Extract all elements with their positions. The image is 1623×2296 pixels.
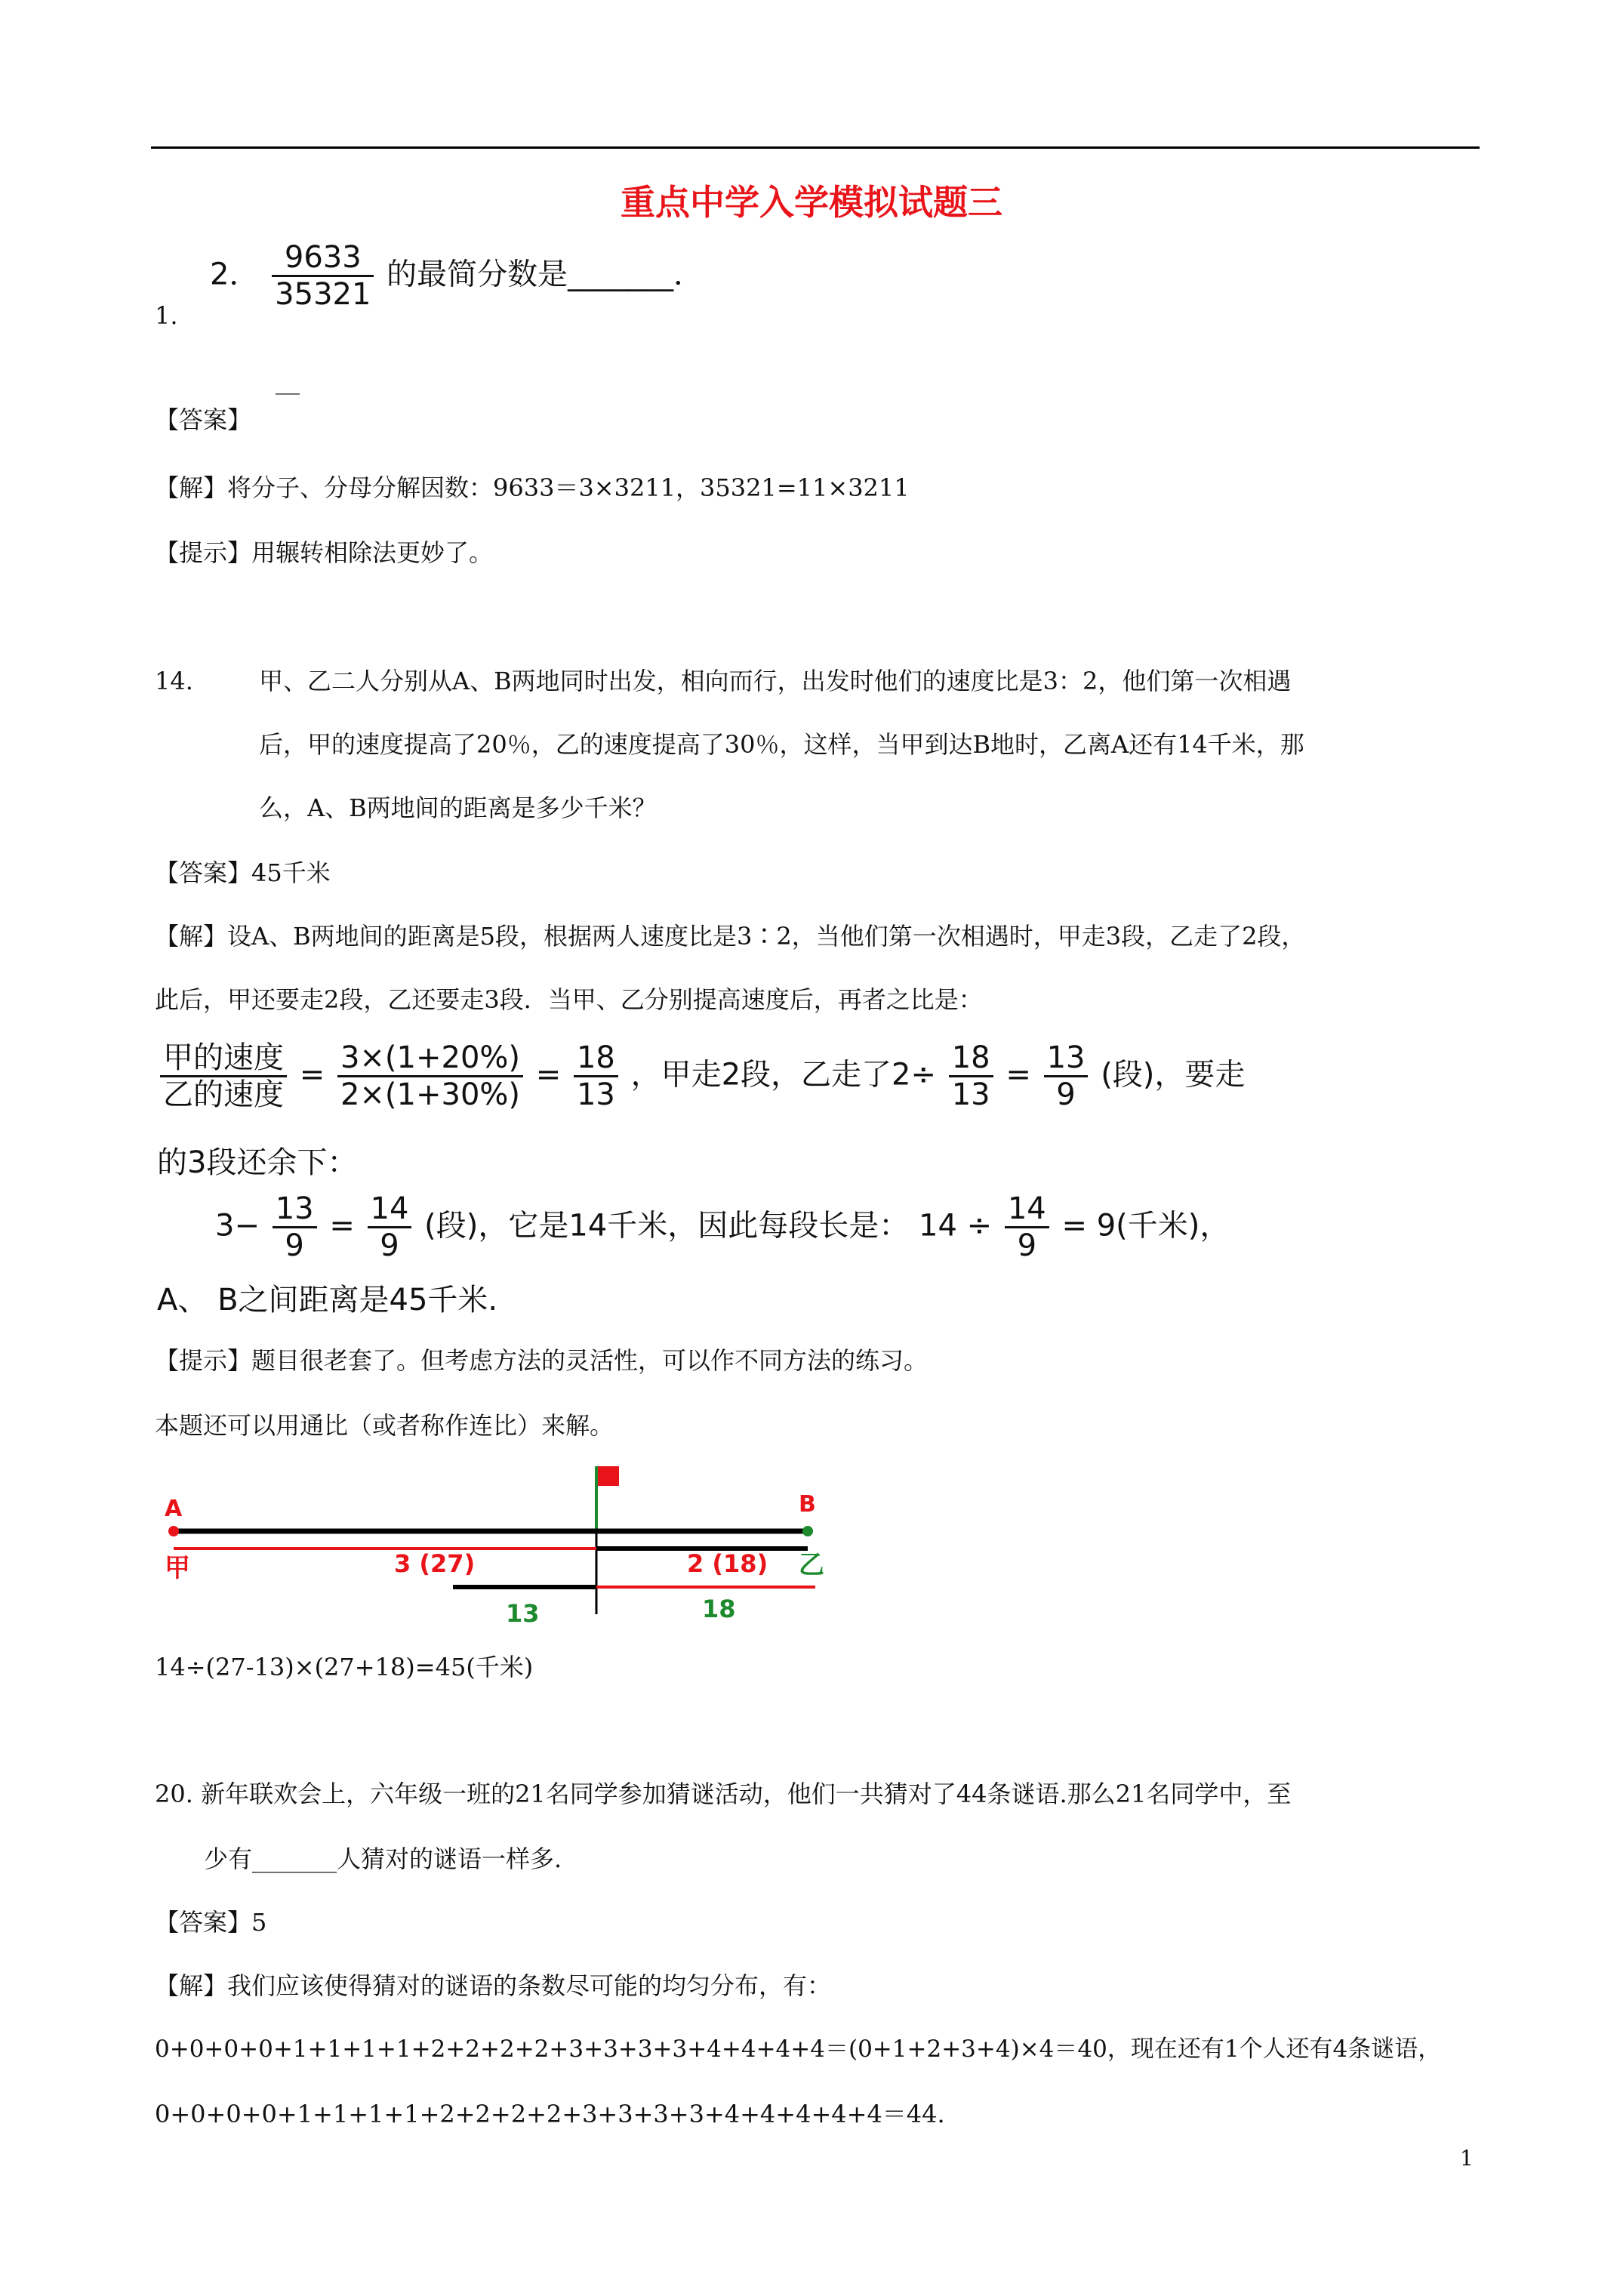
q14-hint: 【提示】题目很老套了。但考虑方法的灵活性，可以作不同方法的练习。 <box>155 1346 929 1375</box>
label-yi-segments: 2 (18) <box>687 1549 768 1578</box>
remaining-denominator-2: 9 <box>380 1228 399 1263</box>
q14-text-line-2: 后，甲的速度提高了20％，乙的速度提高了30％，这样，当甲到达B地时，乙离A还有14千米，那 <box>259 730 1304 759</box>
division-denominator: 13 <box>951 1077 990 1112</box>
equation-1-text-1: ，甲走2段，乙走了2÷ <box>630 1057 936 1093</box>
q1-fraction-numerator: 9633 <box>272 240 374 277</box>
segment-length-numerator: 14 <box>1005 1191 1049 1228</box>
remaining-fraction-2 <box>368 1191 412 1263</box>
division-fraction <box>949 1040 993 1112</box>
q20-calculation-2: 0+0+0+0+1+1+1+1+2+2+2+2+3+3+3+3+4+4+4+4+4＝44. <box>155 2100 945 2128</box>
q14-text-line-3: 么，A、B两地间的距离是多少千米？ <box>259 794 657 822</box>
page-number: 1 <box>1460 2146 1474 2171</box>
segments-fraction <box>1044 1040 1089 1112</box>
q1-image-text: 的最简分数是_______． <box>387 257 704 292</box>
equation-3-text-2: = 9(千米)， <box>1061 1208 1230 1244</box>
distance-diagram <box>151 1450 830 1638</box>
segments-denominator: 9 <box>1056 1077 1076 1112</box>
division-numerator: 18 <box>949 1040 993 1077</box>
equals-sign: = <box>1006 1057 1031 1093</box>
q14-equation-2: 的3段还余下： <box>157 1145 358 1180</box>
remaining-numerator-2: 14 <box>368 1191 412 1228</box>
speed-expression-fraction <box>337 1040 523 1112</box>
point-b-dot <box>802 1526 813 1536</box>
label-jia-segments: 3 (27) <box>394 1549 476 1578</box>
q20-text-line-2: 少有_______人猜对的谜语一样多. <box>204 1845 562 1873</box>
q1-solution: 【解】将分子、分母分解因数：9633＝3×3211，35321=11×3211 <box>155 473 910 502</box>
segments-numerator: 13 <box>1044 1040 1089 1077</box>
q14-extra-method: 本题还可以用通比（或者称作连比）来解。 <box>155 1411 614 1440</box>
speed-ratio-numerator: 甲的速度 <box>160 1040 287 1077</box>
equation-1-text-2: (段)，要走 <box>1101 1057 1246 1093</box>
remaining-denominator-1: 9 <box>285 1228 304 1263</box>
speed-result-numerator: 18 <box>574 1040 618 1077</box>
equals-sign: = <box>329 1208 355 1244</box>
q1-image-prefix: 2． <box>210 257 260 292</box>
equation-3-prefix: 3− <box>215 1208 260 1244</box>
q20-answer: 【答案】5 <box>155 1908 267 1937</box>
equals-sign: = <box>535 1057 562 1093</box>
q14-equation-1 <box>157 1040 1245 1112</box>
speed-result-fraction <box>574 1040 618 1112</box>
label-a: A <box>165 1496 183 1522</box>
document-title: 重点中学入学模拟试题三 <box>621 182 1002 223</box>
segment-length-denominator: 9 <box>1017 1228 1037 1263</box>
q14-answer: 【答案】45千米 <box>155 858 331 887</box>
equals-sign: = <box>299 1057 325 1093</box>
speed-expression-denominator: 2×(1+30%) <box>340 1077 520 1112</box>
q14-equation-4: A、 B之间距离是45千米. <box>157 1283 498 1318</box>
q1-answer: 【答案】 <box>155 405 252 434</box>
label-jia: 甲 <box>165 1553 190 1583</box>
label-bottom-right: 18 <box>702 1595 736 1623</box>
label-yi: 乙 <box>799 1550 824 1580</box>
q14-number: 14. <box>155 667 193 695</box>
equation-3-text-1: (段)，它是14千米，因此每段长是： 14 ÷ <box>424 1208 993 1244</box>
point-a-dot <box>168 1526 179 1536</box>
flag-icon <box>598 1466 619 1486</box>
q1-question-image <box>210 240 704 312</box>
header-rule <box>151 146 1480 149</box>
speed-ratio-fraction <box>160 1040 287 1112</box>
speed-result-denominator: 13 <box>576 1077 615 1112</box>
q14-calculation: 14÷(27-13)×(27+18)=45(千米) <box>155 1653 534 1681</box>
segment-length-fraction <box>1005 1191 1049 1263</box>
label-bottom-left: 13 <box>506 1599 540 1628</box>
q1-hint: 【提示】用辗转相除法更妙了。 <box>155 538 494 567</box>
q14-solution-line-1: 【解】设A、B两地间的距离是5段，根据两人速度比是3∶2，当他们第一次相遇时，甲走3段，乙走了2段， <box>155 922 1306 951</box>
q14-text-line-1: 甲、乙二人分别从A、B两地同时出发，相向而行，出发时他们的速度比是3：2，他们第一次相遇 <box>259 667 1292 695</box>
q20-text-line-1: 20. 新年联欢会上，六年级一班的21名同学参加猜谜活动，他们一共猜对了44条谜语.那么21名同学中，至 <box>155 1780 1292 1808</box>
q1-fraction-denominator: 35321 <box>275 277 371 312</box>
q20-calculation-1: 0+0+0+0+1+1+1+1+2+2+2+2+3+3+3+3+4+4+4+4＝(0+1+2+3+4)×4＝40，现在还有1个人还有4条谜语， <box>155 2036 1442 2063</box>
speed-expression-numerator: 3×(1+20%) <box>337 1040 523 1077</box>
label-b: B <box>799 1491 816 1518</box>
q1-item-number: 1. <box>155 301 178 330</box>
q14-equation-3 <box>215 1191 1230 1263</box>
q14-solution-line-2: 此后，甲还要走2段，乙还要走3段．当甲、乙分别提高速度后，再者之比是： <box>155 985 983 1014</box>
remaining-fraction-1 <box>273 1191 317 1263</box>
q20-solution: 【解】我们应该使得猜对的谜语的条数尽可能的均匀分布，有： <box>155 1971 832 2000</box>
q1-blank: __ <box>276 366 300 395</box>
q1-fraction <box>272 240 374 312</box>
speed-ratio-denominator: 乙的速度 <box>163 1077 284 1112</box>
remaining-numerator-1: 13 <box>273 1191 317 1228</box>
